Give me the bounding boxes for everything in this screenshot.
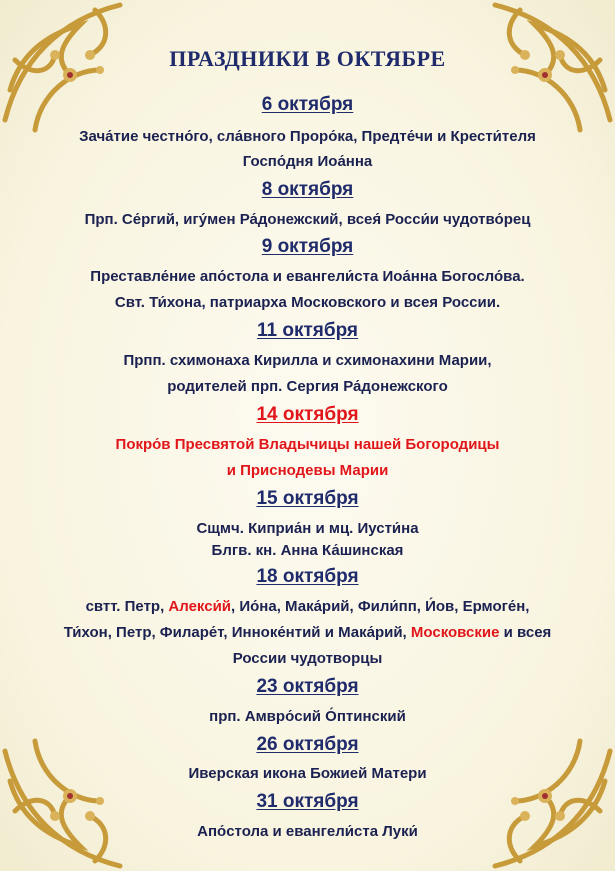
holiday-text: Свт. Ти́хона, патриарха Московского и всея России. — [114, 294, 501, 311]
holiday-date: 18 октября — [256, 566, 359, 587]
holiday-date: 8 октября — [261, 179, 354, 200]
saint-highlight: Московские — [410, 624, 500, 641]
holiday-text — [0, 624, 615, 641]
holiday-date: 31 октября — [256, 791, 359, 812]
holiday-text: родителей прп. Сергия Ра́донежского — [167, 378, 448, 395]
holiday-text: Зача́тие честно́го, сла́вного Проро́ка, Предте́чи и Крести́теля — [79, 128, 536, 145]
holiday-date: 26 октября — [256, 734, 359, 755]
saints-text: и всея — [499, 624, 552, 641]
holiday-text: Иверская икона Божией Матери — [188, 765, 427, 782]
saints-text: свтт. Петр, — [85, 598, 169, 615]
holiday-date: 6 октября — [261, 94, 354, 115]
holiday-text — [0, 598, 615, 615]
holiday-text: Прпп. схимонаха Кирилла и схимонахини Марии, — [123, 352, 492, 369]
holiday-text: Преставле́ние апо́стола и евангели́ста Иоа́нна Богосло́ва. — [90, 268, 525, 285]
saint-highlight: Алекси́й — [168, 598, 232, 615]
holiday-text-major: и Приснодевы Марии — [226, 462, 389, 479]
holiday-text: Блгв. кн. Анна Ка́шинская — [211, 542, 404, 559]
holiday-text: Апо́стола и евангели́ста Луки́ — [197, 823, 418, 840]
holiday-text: Госпо́дня Иоа́нна — [242, 153, 373, 170]
holiday-text: прп. Амвро́сий О́птинский — [209, 708, 406, 725]
saints-text: Ти́хон, Петр, Филаре́т, Инноке́нтий и Мака́рий, — [63, 624, 411, 641]
holiday-date-major: 14 октября — [256, 404, 359, 425]
holiday-text: России чудотворцы — [232, 650, 383, 667]
holiday-text-major: Покро́в Пресвятой Владычицы нашей Богородицы — [115, 436, 500, 453]
holiday-date: 23 октября — [256, 676, 359, 697]
holiday-text: Прп. Се́ргий, игу́мен Ра́донежский, всея́ Росси́и чудотво́рец — [84, 211, 531, 228]
holiday-date: 9 октября — [261, 236, 354, 257]
holiday-text: Сщмч. Киприа́н и мц. Иусти́на — [196, 520, 419, 537]
holiday-date: 11 октября — [256, 320, 359, 341]
holiday-date: 15 октября — [256, 488, 359, 509]
saints-text: , Ио́на, Мака́рий, Фили́пп, И́ов, Ермоге́н, — [231, 598, 530, 615]
page-title: ПРАЗДНИКИ В ОКТЯБРЕ — [169, 46, 446, 71]
